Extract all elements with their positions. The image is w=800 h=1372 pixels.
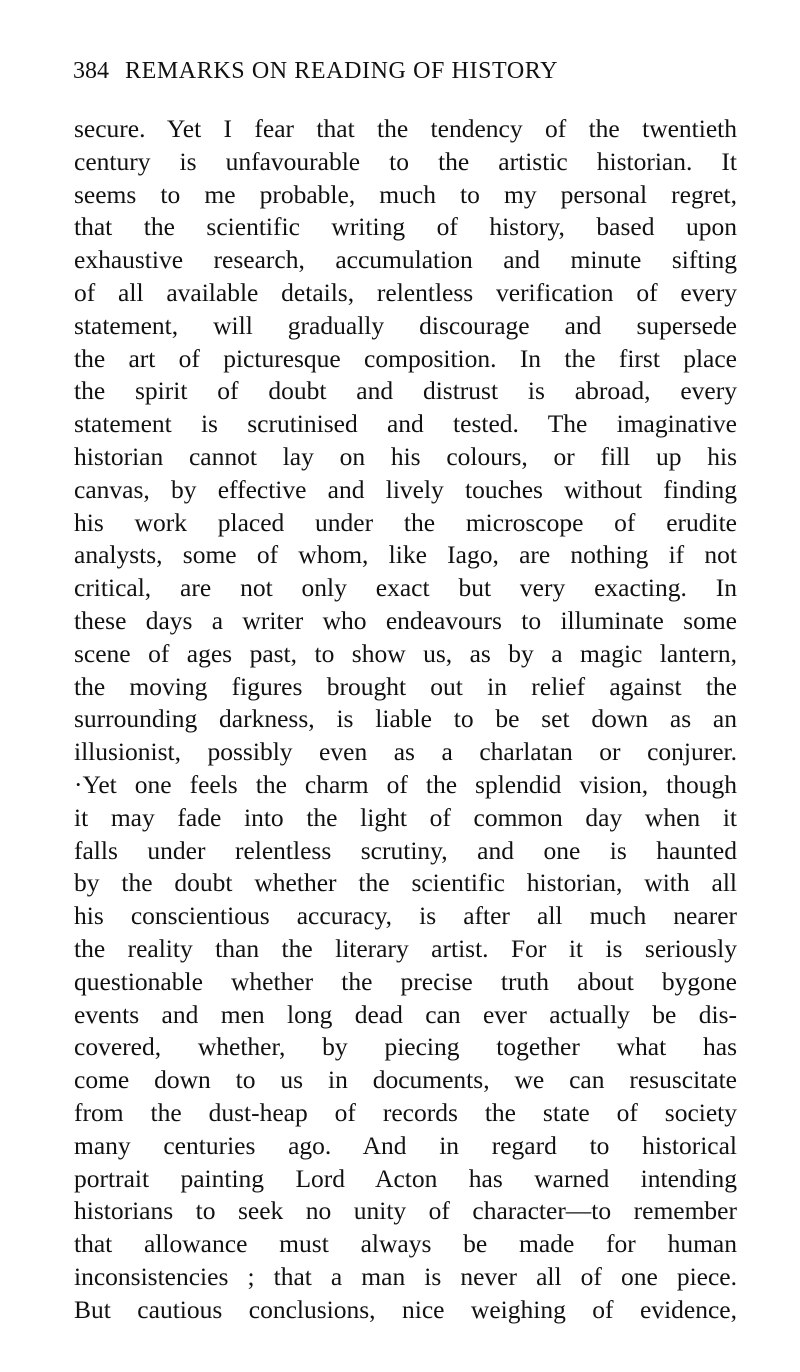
text-line: events and men long dead can ever actually be dis- — [74, 999, 737, 1029]
text-line: questionable whether the precise truth about bygone — [74, 966, 737, 996]
text-line: his work placed under the microscope of erudite — [74, 507, 737, 537]
text-line: illusionist, possibly even as a charlatan or conjurer. — [74, 737, 737, 767]
text-line: the reality than the literary artist. For it is seriously — [74, 933, 737, 963]
text-line: But cautious conclusions, nice weighing of evidence, — [74, 1294, 737, 1324]
text-line: historian cannot lay on his colours, or fill up his — [74, 441, 737, 471]
page-number: 384 — [73, 58, 109, 84]
text-line: it may fade into the light of common day when it — [74, 802, 737, 832]
text-line: falls under relentless scrutiny, and one is haunted — [74, 835, 737, 865]
body-text — [74, 113, 737, 1326]
text-line: statement, will gradually discourage and supersede — [74, 310, 737, 340]
running-header — [73, 58, 673, 85]
text-line: surrounding darkness, is liable to be set down as an — [74, 704, 737, 734]
text-line: many centuries ago. And in regard to historical — [74, 1130, 737, 1160]
text-line: by the doubt whether the scientific historian, with all — [74, 868, 737, 898]
text-line: that the scientific writing of history, based upon — [74, 212, 737, 242]
text-line: inconsistencies ; that a man is never all of one piece. — [74, 1261, 737, 1291]
text-line: from the dust-heap of records the state of society — [74, 1097, 737, 1127]
text-line: the moving figures brought out in relief against the — [74, 671, 737, 701]
text-line: statement is scrutinised and tested. The imaginative — [74, 409, 737, 439]
text-line: his conscientious accuracy, is after all much nearer — [74, 901, 737, 931]
text-line: portrait painting Lord Acton has warned intending — [74, 1163, 737, 1193]
text-line: scene of ages past, to show us, as by a magic lantern, — [74, 638, 737, 668]
text-line: come down to us in documents, we can resuscitate — [74, 1065, 737, 1095]
text-line: historians to seek no unity of character—to remember — [74, 1196, 737, 1226]
text-line: seems to me probable, much to my personal regret, — [74, 179, 737, 209]
text-line: analysts, some of whom, like Iago, are nothing if not — [74, 540, 737, 570]
text-line: the art of picturesque composition. In the first place — [74, 343, 737, 373]
text-line: exhaustive research, accumulation and minute sifting — [74, 245, 737, 275]
text-line: these days a writer who endeavours to illuminate some — [74, 605, 737, 635]
text-line: century is unfavourable to the artistic historian. It — [74, 146, 737, 176]
text-line: canvas, by effective and lively touches without finding — [74, 474, 737, 504]
text-line: ·Yet one feels the charm of the splendid vision, though — [74, 769, 737, 799]
running-title: REMARKS ON READING OF HISTORY — [125, 58, 559, 84]
text-line: critical, are not only exact but very exacting. In — [74, 573, 737, 603]
text-line: secure. Yet I fear that the tendency of the twentieth — [74, 114, 737, 143]
text-line: covered, whether, by piecing together what has — [74, 1032, 737, 1062]
text-line: of all available details, relentless verification of every — [74, 277, 737, 307]
text-line: that allowance must always be made for human — [74, 1229, 737, 1259]
text-line: the spirit of doubt and distrust is abroad, every — [74, 376, 737, 406]
